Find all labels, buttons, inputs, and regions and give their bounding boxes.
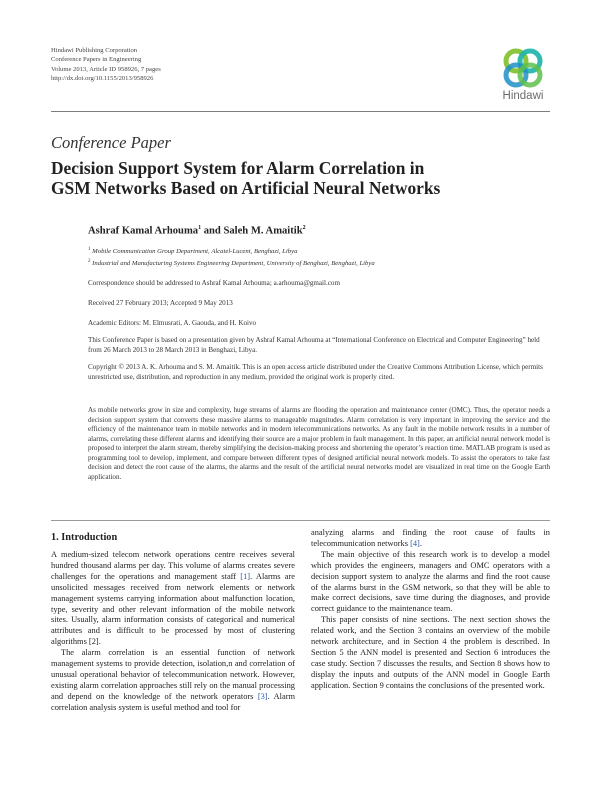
abstract: As mobile networks grow in size and complexity, huge streams of alarms are flooding the operation and maintenance center (OMC). Thus, the operator needs a decision support system that converts these massive alarms to manageable magnitudes. Alarm correlation is very important in improving the service and the efficiency of the maintenance team in mobile networks and in modern telecommunications networks. As any fault in the mobile network results in a number of alarms, correlating these different alarms and identifying their source are a major problem in fault management. In this paper, an artificial neural network model is proposed to interpret the alarm stream, thereby simplifying the decision-making process and shortening the operator’s reaction time. MATLAB program is used as programming tool to develop, implement, and compare between different types of designed artificial neural network models. To assist the operators to take fast decision and detect the root cause of the alarms, the alarms and the result of the artificial neural networks model are visualized in real time on the Google Earth application. xyxy=(88,406,550,481)
paragraph: analyzing alarms and finding the root cause of faults in telecommunication networks [4]. xyxy=(311,528,550,548)
abstract-divider xyxy=(51,520,550,521)
paragraph: The main objective of this research work is to develop a model which provides the engineers, managers and OMC operators with a decision support system to analyze the alarms and find the root cause of the alarms burst in the GSM network, so that they will be able to make correct decisions, save time during the diagnoses, and provide correct guidance to the maintenance team. xyxy=(311,549,550,614)
affiliation-2 xyxy=(88,259,375,267)
author-list xyxy=(88,225,306,237)
citation-link[interactable]: [1] xyxy=(240,571,251,581)
hindawi-rings-icon xyxy=(495,46,551,90)
citation-link[interactable]: [3] xyxy=(257,691,268,701)
copyright-notice: Copyright © 2013 A. K. Arhouma and S. M. Amaitik. This is an open access article distributed under the Creative Commons Attribution License, which permits unrestricted use, distribution, and reproduction in any medium, provided the original work is properly cited. xyxy=(88,363,543,381)
affiliation-2-text: Industrial and Manufacturing Systems Engineering Department, University of Benghazi, Benghazi, Libya xyxy=(92,260,375,268)
affiliation-1-mark: 1 xyxy=(88,247,91,252)
citation: [2] xyxy=(88,637,99,647)
header-divider xyxy=(51,111,550,112)
title-line-2: GSM Networks Based on Artificial Neural Networks xyxy=(51,178,441,198)
paper-type: Conference Paper xyxy=(51,133,171,152)
conference-note: This Conference Paper is based on a presentation given by Ashraf Kamal Arhouma at “International Conference on Electrical and Computer Engineering” held from 26 March 2013 to 28 March 2013 in Benghazi, Libya. xyxy=(88,336,540,354)
right-column xyxy=(311,528,550,692)
volume-info: Volume 2013, Article ID 958926, 7 pages xyxy=(51,65,161,73)
affiliation-1-text: Mobile Communication Group Department, Alcatel-Lucent, Benghazi, Libya xyxy=(92,248,298,256)
left-column xyxy=(51,550,295,714)
hindawi-logo xyxy=(495,46,551,108)
journal-header xyxy=(51,46,161,84)
academic-editors: Academic Editors: M. Elmusrati, A. Gaouda, and H. Koivo xyxy=(88,319,257,327)
author-1-affiliation-mark: 1 xyxy=(198,225,202,231)
citation-link[interactable]: [4] xyxy=(410,538,420,548)
doi-link[interactable]: http://dx.doi.org/10.1155/2013/958926 xyxy=(51,75,154,83)
received-dates: Received 27 February 2013; Accepted 9 May 2013 xyxy=(88,299,233,307)
author-1: Ashraf Kamal Arhouma xyxy=(88,225,199,237)
correspondence: Correspondence should be addressed to Ashraf Kamal Arhouma; a.arhouma@gmail.com xyxy=(88,279,340,287)
author-2: Saleh M. Amaitik xyxy=(223,225,303,237)
journal-name: Conference Papers in Engineering xyxy=(51,56,142,64)
section-heading: 1. Introduction xyxy=(51,532,118,543)
author-2-affiliation-mark: 2 xyxy=(302,225,306,231)
title-line-1: Decision Support System for Alarm Correlation in xyxy=(51,158,425,178)
publisher-name: Hindawi Publishing Corporation xyxy=(51,47,138,54)
paragraph: A medium-sized telecom network operations centre receives several hundred thousand alarms per day. This volume of alarms creates severe challenges for the operations and management staff [1]. Alarms are unsolicited messages received from network elements or network management systems carrying information about malfunction location, type, severity and other relevant information of the mobile network sites. Usually, alarm information consists of categorical and numerical attributes and is difficult to be processed by most of clustering algorithms [2]. xyxy=(51,550,295,647)
paragraph: The alarm correlation is an essential function of network management systems to provide detection, isolation,n and correlation of unusual operational behavior of telecommunication network. However, existing alarm correlation approaches still rely on the manual processing and depend on the knowledge of the network operators [3]. Alarm correlation analysis system is useful method and tool for xyxy=(51,648,295,712)
hindawi-logo-text: Hindawi xyxy=(502,90,544,102)
affiliation-2-mark: 2 xyxy=(88,259,91,264)
author-conjunction: and xyxy=(201,225,224,237)
affiliation-1 xyxy=(88,247,297,255)
paper-title xyxy=(51,158,550,198)
paragraph: This paper consists of nine sections. The next section shows the related work, and the Section 3 contains an overview of the mobile network architecture, and in Section 4 the problem is described. In Section 5 the ANN model is presented and Section 6 introduces the case study. Section 7 discusses the results, and Section 8 shows how to display the inputs and outputs of the ANN model in Google Earth application. Section 9 contains the conclusions of the presented work. xyxy=(311,615,550,690)
